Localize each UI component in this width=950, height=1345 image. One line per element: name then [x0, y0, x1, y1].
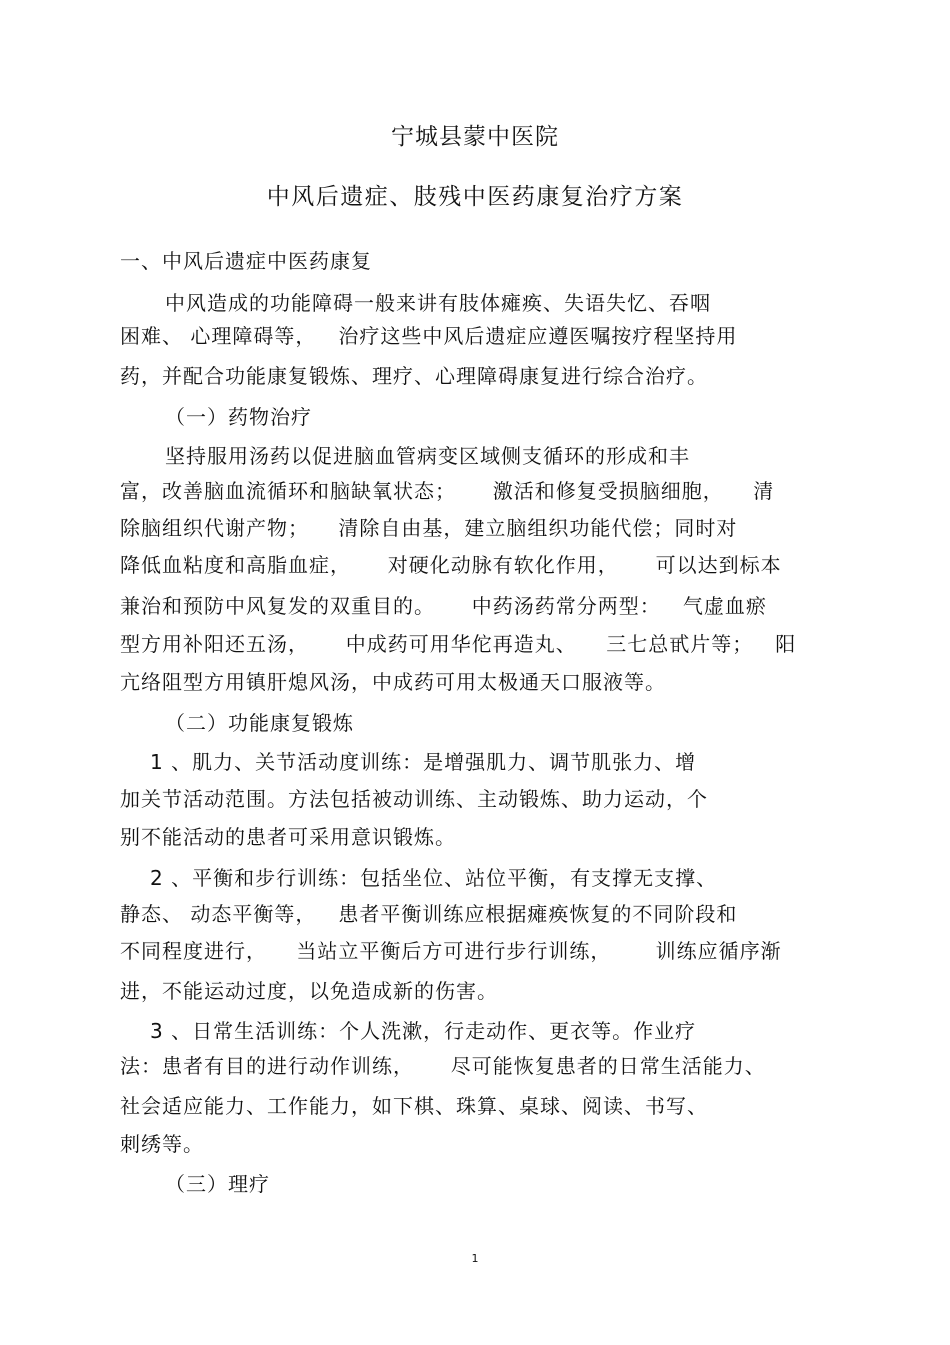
document-subtitle: 中风后遗症、肢残中医药康复治疗方案	[266, 184, 684, 210]
paragraph-line: 不同程度进行， 当站立平衡后方可进行步行训练， 训练应循序渐	[120, 939, 782, 963]
paragraph-line: 中风造成的功能障碍一般来讲有肢体瘫痪、失语失忆、吞咽	[165, 291, 711, 315]
paragraph-line: 加关节活动范围。方法包括被动训练、主动锻炼、助力运动，个	[120, 787, 708, 811]
paragraph-line: 进，不能运动过度，以免造成新的伤害。	[120, 979, 498, 1003]
paragraph-line: 除脑组织代谢产物； 清除自由基，建立脑组织功能代偿；同时对	[120, 516, 738, 540]
paragraph-line: 法：患者有目的进行动作训练， 尽可能恢复患者的日常生活能力、	[120, 1054, 766, 1078]
paragraph-line: 型方用补阳还五汤， 中成药可用华佗再造丸、 三七总甙片等； 阳	[120, 632, 797, 656]
subsection-heading-2: （二）功能康复锻炼	[165, 711, 354, 735]
paragraph-line: 刺绣等。	[120, 1132, 204, 1156]
paragraph-line: 别不能活动的患者可采用意识锻炼。	[120, 825, 456, 849]
paragraph-line: 社会适应能力、工作能力，如下棋、珠算、桌球、阅读、书写、	[120, 1094, 708, 1118]
subsection-heading-1: （一）药物治疗	[165, 405, 312, 429]
paragraph-line: 坚持服用汤药以促进脑血管病变区域侧支循环的形成和丰	[165, 444, 690, 468]
section-heading-1: 一、中风后遗症中医药康复	[120, 249, 372, 273]
paragraph-line: 困难、 心理障碍等， 治疗这些中风后遗症应遵医嘱按疗程坚持用	[120, 324, 738, 348]
page-number: 1	[471, 1252, 479, 1265]
paragraph-line: 兼治和预防中风复发的双重目的。 中药汤药常分两型： 气虚血瘀	[120, 594, 767, 618]
paragraph-line: 富，改善脑血流循环和脑缺氧状态； 激活和修复受损脑细胞， 清	[120, 479, 775, 503]
paragraph-line: 亢络阻型方用镇肝熄风汤，中成药可用太极通天口服液等。	[120, 670, 666, 694]
hospital-title: 宁城县蒙中医院	[391, 124, 559, 150]
paragraph-line: 静态、 动态平衡等， 患者平衡训练应根据瘫痪恢复的不同阶段和	[120, 902, 738, 926]
paragraph-line: 2 、平衡和步行训练：包括坐位、站位平衡，有支撑无支撑、	[150, 866, 718, 890]
subsection-heading-3: （三）理疗	[165, 1172, 270, 1196]
paragraph-line: 药，并配合功能康复锻炼、理疗、心理障碍康复进行综合治疗。	[120, 364, 708, 388]
paragraph-line: 1 、肌力、关节活动度训练：是增强肌力、调节肌张力、增	[150, 750, 697, 774]
paragraph-line: 3 、日常生活训练：个人洗漱，行走动作、更衣等。作业疗	[150, 1019, 697, 1043]
paragraph-line: 降低血粘度和高脂血症， 对硬化动脉有软化作用， 可以达到标本	[120, 553, 782, 577]
